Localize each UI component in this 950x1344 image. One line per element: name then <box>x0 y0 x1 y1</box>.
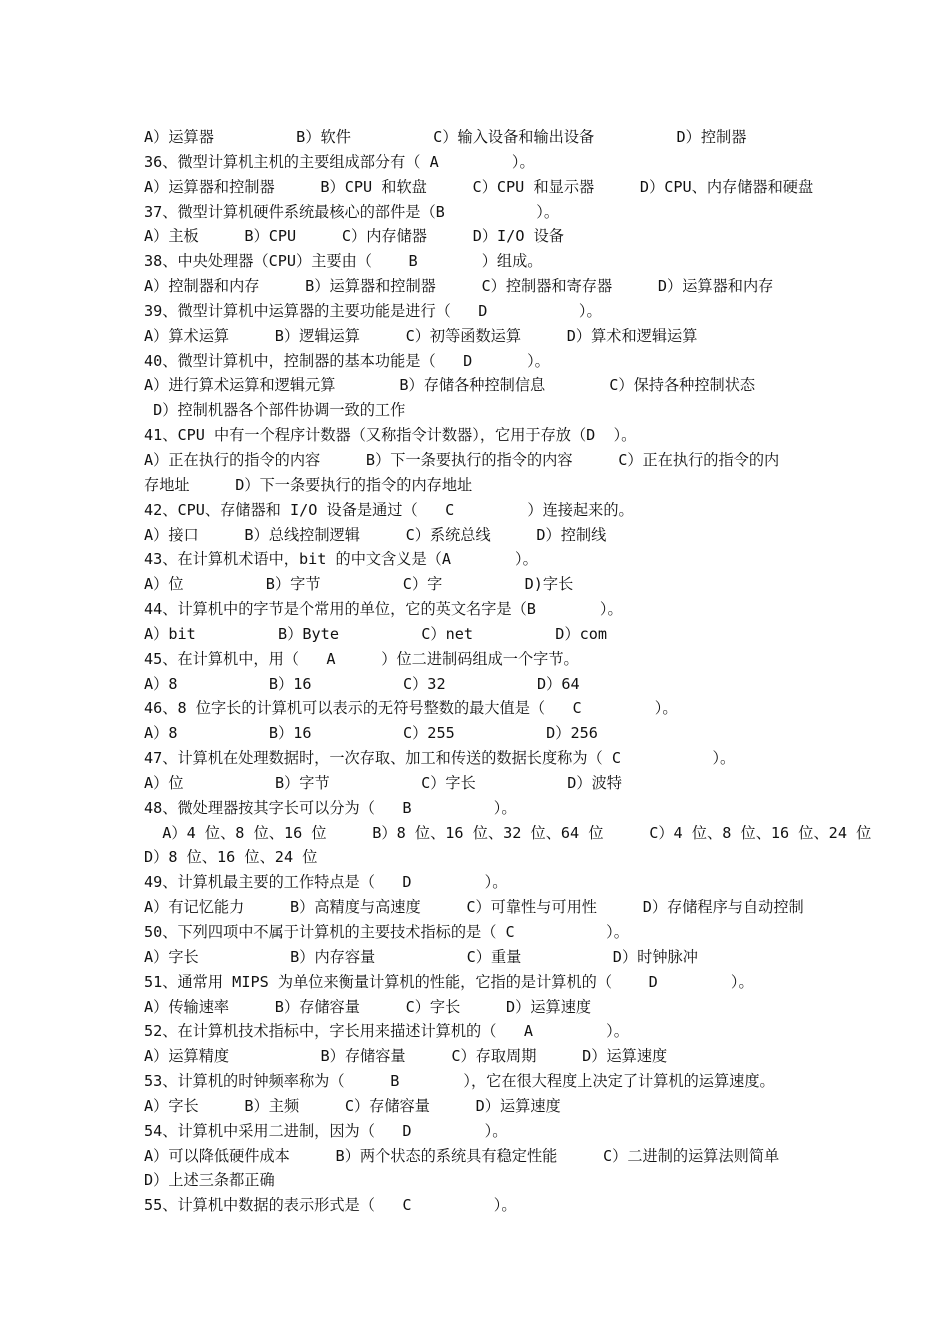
answer-options-line: A）运算器 B）软件 C）输入设备和输出设备 D）控制器 <box>144 128 747 146</box>
answer-options-41: A）正在执行的指令的内容 B）下一条要执行的指令的内容 C）正在执行的指令的内 <box>144 450 780 469</box>
answer-options-43: A）位 B）字节 C）字 D)字长 <box>144 575 574 594</box>
answer-options-39: A）算术运算 B）逻辑运算 C）初等函数运算 D）算术和逻辑运算 <box>144 326 698 345</box>
answer-options-47: A）位 B）字节 C）字长 D）波特 <box>144 773 622 792</box>
question-44: 44、计算机中的字节是个常用的单位，它的英文名字是（B ）。 <box>144 600 623 619</box>
question-38: 38、中央处理器（CPU）主要由（ B ）组成。 <box>144 252 543 271</box>
question-55: 55、计算机中数据的表示形式是（ C ）。 <box>144 1196 517 1215</box>
answer-options-44: A）bit B）Byte C）net D）com <box>144 624 608 643</box>
question-39: 39、微型计算机中运算器的主要功能是进行（ D ）。 <box>144 301 602 320</box>
question-37: 37、微型计算机硬件系统最核心的部件是（B ）。 <box>144 202 560 221</box>
question-50: 50、下列四项中不属于计算机的主要技术指标的是（ C ）。 <box>144 923 629 941</box>
answer-options-37: A）主板 B）CPU C）内存储器 D）I/O 设备 <box>144 227 564 246</box>
question-48: 48、微处理器按其字长可以分为（ B ）。 <box>144 798 517 817</box>
answer-options-42: A）接口 B）总线控制逻辑 C）系统总线 D）控制线 <box>144 525 607 544</box>
document-body <box>144 125 872 1218</box>
answer-options-38: A）控制器和内存 B）运算器和控制器 C）控制器和寄存器 D）运算器和内存 <box>144 277 774 296</box>
answer-options-54: A）可以降低硬件成本 B）两个状态的系统具有稳定性能 C）二进制的运算法则简单 <box>144 1146 780 1165</box>
question-54: 54、计算机中采用二进制，因为（ D ）。 <box>144 1121 508 1140</box>
question-47: 47、计算机在处理数据时，一次存取、加工和传送的数据长度称为（ C ）。 <box>144 749 736 768</box>
answer-options-46: A）8 B）16 C）255 D）256 <box>144 724 598 743</box>
question-46: 46、8 位字长的计算机可以表示的无符号整数的最大值是（ C ）。 <box>144 699 678 718</box>
answer-options-52: A）运算精度 B）存储容量 C）存取周期 D）运算速度 <box>144 1047 668 1066</box>
answer-options-54-cont: D）上述三条都正确 <box>144 1171 275 1190</box>
answer-options-48-cont: D）8 位、16 位、24 位 <box>144 848 318 867</box>
answer-options-49: A）有记忆能力 B）高精度与高速度 C）可靠性与可用性 D）存储程序与自动控制 <box>144 898 804 917</box>
question-36: 36、微型计算机主机的主要组成部分有（ A ）。 <box>144 152 535 171</box>
question-40: 40、微型计算机中，控制器的基本功能是（ D ）。 <box>144 351 550 370</box>
question-42: 42、CPU、存储器和 I/O 设备是通过（ C ）连接起来的。 <box>144 500 634 519</box>
question-41: 41、CPU 中有一个程序计数器（又称指令计数器），它用于存放（D ）。 <box>144 426 637 445</box>
answer-options-50: A）字长 B）内存容量 C）重量 D）时钟脉冲 <box>144 947 698 966</box>
question-52: 52、在计算机技术指标中，字长用来描述计算机的（ A ）。 <box>144 1022 629 1041</box>
question-51: 51、通常用 MIPS 为单位来衡量计算机的性能，它指的是计算机的（ D ）。 <box>144 972 754 991</box>
answer-options-41-cont: 存地址 D）下一条要执行的指令的内存地址 <box>144 475 473 494</box>
question-53: 53、计算机的时钟频率称为（ B ），它在很大程度上决定了计算机的运算速度。 <box>144 1072 775 1091</box>
answer-options-40: A）进行算术运算和逻辑元算 B）存储各种控制信息 C）保持各种控制状态 <box>144 376 756 395</box>
answer-options-45: A）8 B）16 C）32 D）64 <box>144 674 580 693</box>
answer-options-40-cont: D）控制机器各个部件协调一致的工作 <box>144 401 406 420</box>
answer-options-53: A）字长 B）主频 C）存储容量 D）运算速度 <box>144 1096 561 1115</box>
answer-options-36: A）运算器和控制器 B）CPU 和软盘 C）CPU 和显示器 D）CPU、内存储器和硬盘 <box>144 177 814 196</box>
question-45: 45、在计算机中，用（ A ）位二进制码组成一个字节。 <box>144 649 579 668</box>
question-43: 43、在计算机术语中，bit 的中文含义是（A ）。 <box>144 550 538 569</box>
question-49: 49、计算机最主要的工作特点是（ D ）。 <box>144 873 508 892</box>
answer-options-48: A）4 位、8 位、16 位 B）8 位、16 位、32 位、64 位 C）4 位、8 位、16 位、24 位 <box>144 823 872 842</box>
answer-options-51: A）传输速率 B）存储容量 C）字长 D）运算速度 <box>144 997 592 1016</box>
